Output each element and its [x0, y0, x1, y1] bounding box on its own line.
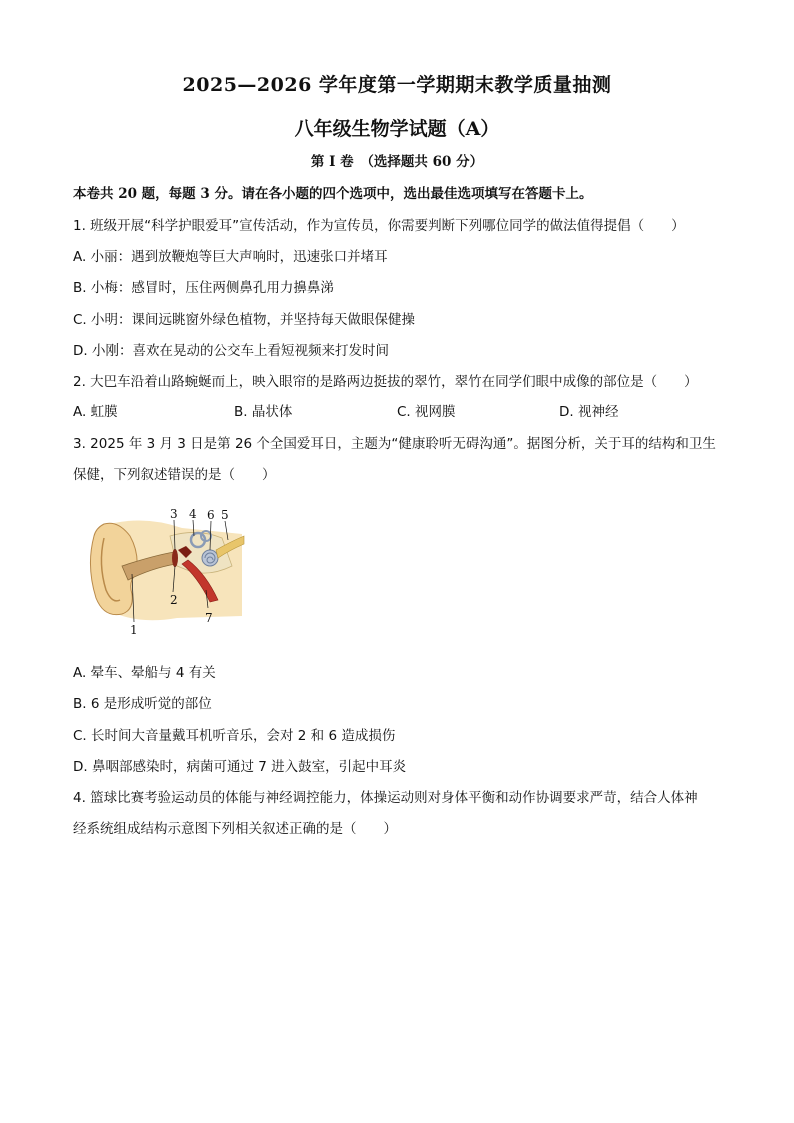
- question-3-stem-line-1: 3. 2025 年 3 月 3 日是第 26 个全国爱耳日，主题为“健康聆听无碍沟通”。据图分析，关于耳的结构和卫生: [73, 436, 716, 452]
- question-2-option-c: C. 视网膜: [397, 404, 456, 420]
- exam-title: 2025—2026 学年度第一学期期末教学质量抽测: [182, 74, 612, 96]
- question-3-option-d: D. 鼻咽部感染时，病菌可通过 7 进入鼓室，引起中耳炎: [73, 759, 407, 775]
- eardrum-shape: [172, 549, 178, 567]
- question-1-option-d: D. 小刚：喜欢在晃动的公交车上看短视频来打发时间: [73, 343, 389, 359]
- question-3-option-a: A. 晕车、晕船与 4 有关: [73, 665, 216, 681]
- figure-label-3: 3: [170, 507, 178, 521]
- question-1-stem: 1. 班级开展“科学护眼爱耳”宣传活动，作为宣传员，你需要判断下列哪位同学的做法值得提倡（ ）: [73, 218, 685, 234]
- cochlea-shape: [202, 550, 218, 566]
- question-1-option-b: B. 小梅：感冒时，压住两侧鼻孔用力擤鼻涕: [73, 280, 334, 296]
- question-2-option-a: A. 虹膜: [73, 404, 118, 420]
- figure-label-5: 5: [221, 508, 229, 522]
- question-1-option-a: A. 小丽：遇到放鞭炮等巨大声响时，迅速张口并堵耳: [73, 249, 388, 265]
- figure-label-1: 1: [130, 623, 138, 636]
- question-3-stem-line-2: 保健，下列叙述错误的是（ ）: [73, 467, 276, 483]
- ear-structure-figure: [82, 506, 247, 636]
- question-4-stem-line-2: 经系统组成结构示意图下列相关叙述正确的是（ ）: [73, 821, 397, 837]
- section-instructions: 本卷共 20 题，每题 3 分。请在各小题的四个选项中，选出最佳选项填写在答题卡上。: [73, 186, 593, 202]
- figure-label-6: 6: [207, 508, 215, 522]
- question-2-stem: 2. 大巴车沿着山路蜿蜒而上，映入眼帘的是路两边挺拔的翠竹，翠竹在同学们眼中成像的部位是（ ）: [73, 374, 698, 390]
- figure-label-7: 7: [205, 611, 213, 625]
- question-2-option-d: D. 视神经: [559, 404, 619, 420]
- question-4-stem-line-1: 4. 篮球比赛考验运动员的体能与神经调控能力，体操运动则对身体平衡和动作协调要求严苛，结合人体神: [73, 790, 698, 806]
- ear-diagram: [82, 506, 247, 636]
- figure-label-4: 4: [189, 507, 197, 521]
- question-3-option-b: B. 6 是形成听觉的部位: [73, 696, 212, 712]
- exam-subtitle: 八年级生物学试题（A）: [294, 118, 500, 140]
- question-2-option-b: B. 晶状体: [234, 404, 293, 420]
- question-3-option-c: C. 长时间大音量戴耳机听音乐，会对 2 和 6 造成损伤: [73, 728, 396, 744]
- section-title: 第 I 卷 （选择题共 60 分）: [310, 154, 484, 170]
- figure-label-2: 2: [170, 593, 178, 607]
- question-1-option-c: C. 小明：课间远眺窗外绿色植物，并坚持每天做眼保健操: [73, 312, 416, 328]
